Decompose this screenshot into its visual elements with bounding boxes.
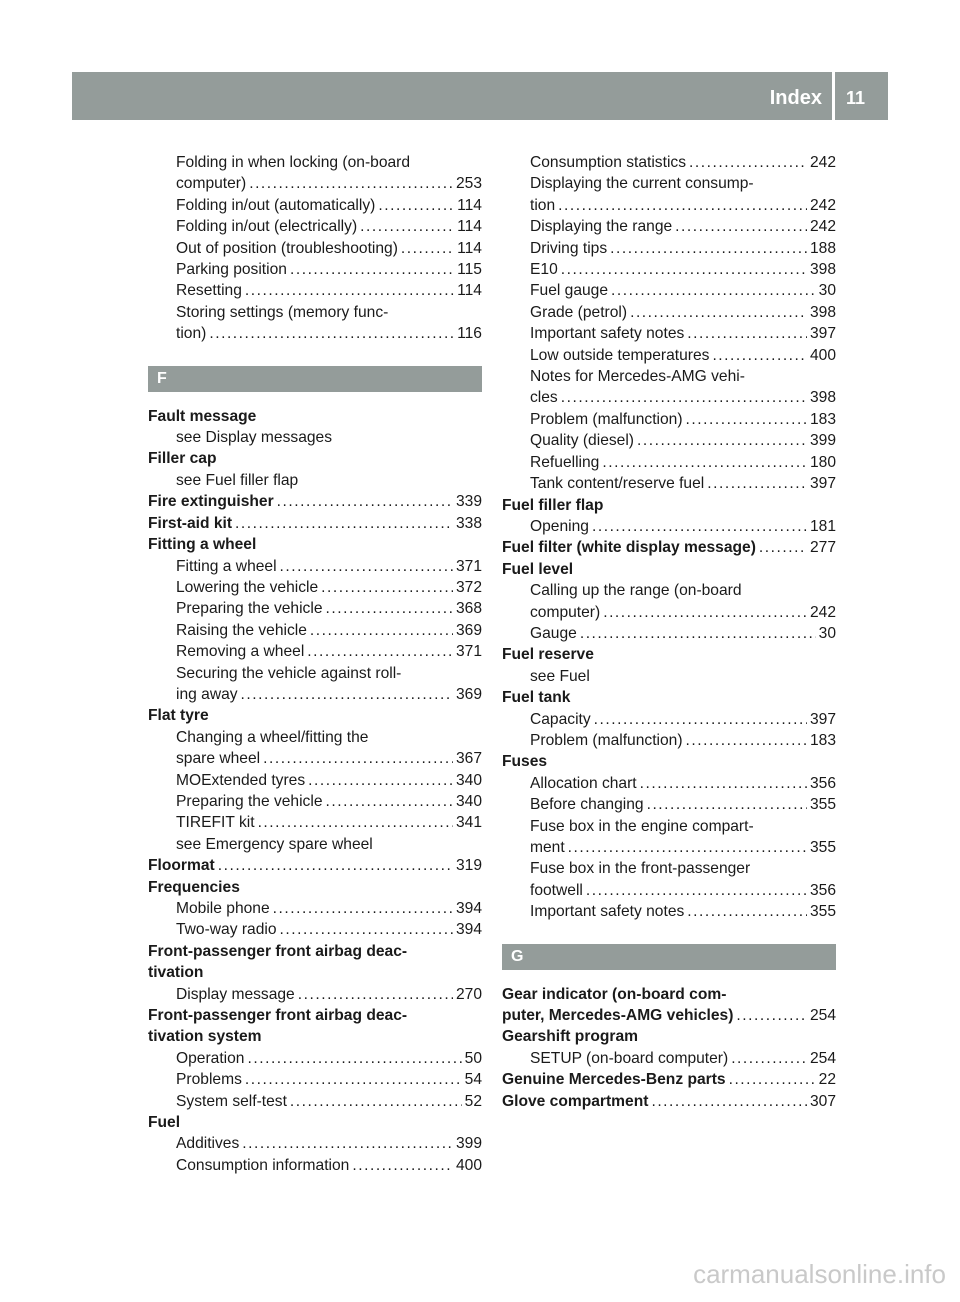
entry-text: Problems bbox=[176, 1071, 242, 1089]
page-ref[interactable]: 398 bbox=[809, 303, 836, 321]
dot-leader bbox=[580, 623, 816, 644]
entry-text: tivation system bbox=[148, 1028, 262, 1046]
entry-text: Storing settings (memory func- bbox=[176, 303, 389, 321]
entry-text: Allocation chart bbox=[530, 774, 637, 792]
index-heading bbox=[502, 1005, 836, 1026]
index-entry bbox=[502, 730, 836, 751]
page-ref[interactable]: 356 bbox=[809, 774, 836, 792]
index-entry bbox=[502, 709, 836, 730]
entry-text: Genuine Mercedes-Benz parts bbox=[502, 1071, 726, 1089]
page-ref[interactable]: 183 bbox=[809, 410, 836, 428]
page-ref[interactable]: 52 bbox=[464, 1092, 482, 1110]
section-letter-bar: G bbox=[502, 944, 836, 970]
page-ref[interactable]: 116 bbox=[457, 325, 482, 343]
page-ref[interactable]: 397 bbox=[809, 325, 836, 343]
dot-leader bbox=[561, 387, 807, 408]
dot-leader bbox=[759, 537, 807, 558]
entry-text: Grade (petrol) bbox=[530, 303, 628, 321]
index-entry bbox=[502, 173, 836, 194]
entry-text: Lowering the vehicle bbox=[176, 578, 319, 596]
entry-text: Gear indicator (on-board com- bbox=[502, 985, 727, 1003]
index-entry bbox=[148, 216, 482, 237]
entry-text: Preparing the vehicle bbox=[176, 600, 323, 618]
entry-text: spare wheel bbox=[176, 750, 261, 768]
index-entry bbox=[502, 1048, 836, 1069]
dot-leader bbox=[280, 556, 453, 577]
dot-leader bbox=[247, 1048, 461, 1069]
entry-text: Fuel gauge bbox=[530, 282, 609, 300]
dot-leader bbox=[610, 238, 807, 259]
index-heading bbox=[502, 751, 836, 772]
entry-text: see Fuel bbox=[530, 667, 590, 685]
entry-text: computer) bbox=[176, 175, 247, 193]
dot-leader bbox=[630, 302, 807, 323]
index-entry bbox=[148, 791, 482, 812]
page-ref[interactable]: 30 bbox=[818, 624, 836, 642]
page-ref[interactable]: 367 bbox=[455, 750, 482, 768]
index-entry bbox=[148, 834, 482, 855]
page-ref[interactable]: 399 bbox=[809, 432, 836, 450]
page-ref[interactable]: 242 bbox=[809, 603, 836, 621]
index-entry bbox=[502, 602, 836, 623]
entry-text: see Emergency spare wheel bbox=[176, 835, 373, 853]
index-heading bbox=[502, 1069, 836, 1090]
page-ref[interactable]: 397 bbox=[809, 475, 836, 493]
index-entry bbox=[502, 302, 836, 323]
index-entry bbox=[502, 259, 836, 280]
entry-text: E10 bbox=[530, 261, 558, 279]
entry-text: Changing a wheel/fitting the bbox=[176, 728, 369, 746]
index-entry bbox=[148, 1048, 482, 1069]
index-heading bbox=[148, 705, 482, 726]
page-ref[interactable]: 369 bbox=[455, 685, 482, 703]
page-ref[interactable]: 355 bbox=[809, 796, 836, 814]
entry-text: Problem (malfunction) bbox=[530, 731, 683, 749]
dot-leader bbox=[712, 345, 807, 366]
dot-leader bbox=[290, 1091, 462, 1112]
page-ref[interactable]: 254 bbox=[809, 1049, 836, 1067]
page-ref[interactable]: 115 bbox=[457, 261, 482, 279]
index-entry bbox=[502, 366, 836, 387]
index-entry bbox=[148, 727, 482, 748]
index-heading bbox=[148, 513, 482, 534]
dot-leader bbox=[561, 259, 807, 280]
page-ref[interactable]: 114 bbox=[457, 282, 482, 300]
page-ref[interactable]: 340 bbox=[455, 771, 482, 789]
dot-leader bbox=[686, 730, 807, 751]
index-heading bbox=[148, 962, 482, 983]
entry-text: Two-way radio bbox=[176, 921, 277, 939]
entry-text: Additives bbox=[176, 1135, 240, 1153]
page-number: 11 bbox=[846, 88, 866, 108]
index-entry bbox=[148, 259, 482, 280]
dot-leader bbox=[326, 791, 453, 812]
index-heading bbox=[148, 1026, 482, 1047]
dot-leader bbox=[602, 452, 807, 473]
entry-text: Parking position bbox=[176, 261, 287, 279]
header-title: Index bbox=[769, 87, 822, 109]
entry-text: Low outside temperatures bbox=[530, 346, 710, 364]
index-entry bbox=[502, 901, 836, 922]
entry-text: see Fuel filler flap bbox=[176, 471, 299, 489]
entry-text: Fuel filler flap bbox=[502, 496, 604, 514]
dot-leader bbox=[586, 880, 807, 901]
index-entry bbox=[148, 748, 482, 769]
page-ref[interactable]: 355 bbox=[809, 903, 836, 921]
dot-leader bbox=[241, 684, 453, 705]
entry-text: MOExtended tyres bbox=[176, 771, 306, 789]
dot-leader bbox=[568, 837, 807, 858]
index-entry bbox=[148, 238, 482, 259]
entry-text: Fitting a wheel bbox=[148, 536, 257, 554]
index-entry bbox=[148, 770, 482, 791]
index-entry bbox=[148, 663, 482, 684]
entry-text: Folding in when locking (on-board bbox=[176, 154, 411, 171]
page-ref[interactable]: 307 bbox=[809, 1092, 836, 1110]
page-ref[interactable]: 50 bbox=[464, 1049, 482, 1067]
index-entry bbox=[502, 280, 836, 301]
index-heading bbox=[502, 1091, 836, 1112]
entry-text: Display message bbox=[176, 985, 295, 1003]
page-ref[interactable]: 355 bbox=[809, 839, 836, 856]
dot-leader bbox=[592, 516, 807, 537]
dot-leader bbox=[245, 1069, 462, 1090]
page-ref[interactable]: 369 bbox=[455, 621, 482, 639]
page-ref[interactable]: 394 bbox=[455, 921, 482, 939]
index-heading bbox=[148, 877, 482, 898]
index-entry bbox=[502, 452, 836, 473]
page-ref[interactable]: 400 bbox=[455, 1156, 482, 1174]
dot-leader bbox=[307, 641, 453, 662]
entry-text: Consumption statistics bbox=[530, 154, 686, 171]
page-ref[interactable]: 371 bbox=[455, 643, 482, 661]
index-entry bbox=[502, 794, 836, 815]
page-ref[interactable]: 242 bbox=[809, 154, 836, 171]
entry-text: First-aid kit bbox=[148, 514, 233, 532]
index-entry bbox=[148, 641, 482, 662]
entry-text: puter, Mercedes-AMG vehicles) bbox=[502, 1007, 734, 1025]
index-heading bbox=[502, 644, 836, 665]
dot-leader bbox=[242, 1133, 453, 1154]
index-entry bbox=[148, 812, 482, 833]
index-heading bbox=[148, 941, 482, 962]
dot-leader bbox=[360, 216, 454, 237]
entry-text: Driving tips bbox=[530, 239, 608, 257]
entry-text: Fuse box in the engine compart- bbox=[530, 817, 754, 835]
page-ref[interactable]: 394 bbox=[455, 900, 482, 917]
index-entry bbox=[148, 427, 482, 448]
dot-leader bbox=[594, 709, 807, 730]
page-ref[interactable]: 114 bbox=[457, 218, 482, 236]
entry-text: Floormat bbox=[148, 857, 215, 875]
index-entry bbox=[502, 816, 836, 837]
dot-leader bbox=[308, 770, 453, 791]
entry-text: Fuel level bbox=[502, 560, 574, 578]
page-ref[interactable]: 270 bbox=[455, 985, 482, 1003]
dot-leader bbox=[298, 984, 453, 1005]
index-entry bbox=[502, 238, 836, 259]
dot-leader bbox=[689, 152, 807, 173]
dot-leader bbox=[675, 216, 807, 237]
entry-text: Important safety notes bbox=[530, 903, 685, 921]
entry-text: Fuse box in the front-passenger bbox=[530, 860, 751, 878]
index-entry bbox=[502, 473, 836, 494]
index-entry bbox=[502, 323, 836, 344]
entry-text: Gauge bbox=[530, 624, 577, 642]
entry-text: Operation bbox=[176, 1049, 245, 1067]
index-heading bbox=[148, 1112, 482, 1133]
entry-text: Notes for Mercedes-AMG vehi- bbox=[530, 368, 745, 386]
index-entry bbox=[148, 1155, 482, 1176]
index-entry bbox=[148, 1091, 482, 1112]
page-ref[interactable]: 399 bbox=[455, 1135, 482, 1153]
page-ref[interactable]: 340 bbox=[455, 792, 482, 810]
index-entry bbox=[148, 173, 482, 194]
index-heading bbox=[148, 855, 482, 876]
dot-leader bbox=[603, 602, 807, 623]
dot-leader bbox=[378, 195, 454, 216]
dot-leader bbox=[263, 748, 453, 769]
dot-leader bbox=[637, 430, 807, 451]
page-ref[interactable]: 188 bbox=[809, 239, 836, 257]
entry-text: Front-passenger front airbag deac- bbox=[148, 942, 408, 960]
entry-text: tion bbox=[530, 196, 556, 214]
index-entry bbox=[148, 898, 482, 919]
index-entry bbox=[502, 666, 836, 687]
entry-text: Fuel filter (white display message) bbox=[502, 539, 756, 557]
page-ref[interactable]: 398 bbox=[809, 261, 836, 279]
header-divider bbox=[832, 72, 835, 120]
index-entry bbox=[148, 1069, 482, 1090]
entry-text: Displaying the current consump- bbox=[530, 175, 754, 193]
dot-leader bbox=[290, 259, 454, 280]
dot-leader bbox=[687, 901, 807, 922]
entry-text: Quality (diesel) bbox=[530, 432, 634, 450]
dot-leader bbox=[235, 513, 453, 534]
entry-text: Raising the vehicle bbox=[176, 621, 307, 639]
dot-leader bbox=[249, 173, 453, 194]
entry-text: Opening bbox=[530, 517, 589, 535]
entry-text: Removing a wheel bbox=[176, 643, 305, 661]
entry-text: Fire extinguisher bbox=[148, 493, 274, 511]
index-entry bbox=[502, 623, 836, 644]
page-ref[interactable]: 372 bbox=[455, 578, 482, 596]
dot-leader bbox=[651, 1091, 807, 1112]
index-entry bbox=[148, 1133, 482, 1154]
watermark: carmanualsonline.info bbox=[693, 1259, 946, 1289]
index-heading bbox=[502, 687, 836, 708]
dot-leader bbox=[640, 773, 807, 794]
dot-leader bbox=[731, 1048, 807, 1069]
index-entry bbox=[502, 858, 836, 879]
dot-leader bbox=[209, 323, 454, 344]
page-ref[interactable]: 54 bbox=[464, 1071, 482, 1089]
index-heading bbox=[502, 537, 836, 558]
dot-leader bbox=[729, 1069, 816, 1090]
page-ref[interactable]: 242 bbox=[809, 196, 836, 214]
dot-leader bbox=[326, 598, 453, 619]
entry-text: tion) bbox=[176, 325, 207, 343]
dot-leader bbox=[280, 919, 453, 940]
entry-text: Filler cap bbox=[148, 450, 217, 468]
entry-text: Out of position (troubleshooting) bbox=[176, 239, 398, 257]
index-entry bbox=[148, 620, 482, 641]
index-heading bbox=[502, 495, 836, 516]
page-ref[interactable]: 338 bbox=[455, 514, 482, 532]
entry-text: footwell bbox=[530, 881, 583, 899]
page-ref[interactable]: 339 bbox=[455, 493, 482, 511]
dot-leader bbox=[352, 1155, 453, 1176]
entry-text: Fitting a wheel bbox=[176, 557, 277, 575]
index-entry bbox=[502, 387, 836, 408]
page-ref[interactable]: 180 bbox=[809, 453, 836, 471]
page-ref[interactable]: 398 bbox=[809, 389, 836, 407]
index-entry bbox=[148, 302, 482, 323]
entry-text: Calling up the range (on-board bbox=[530, 582, 742, 600]
entry-text: Fuses bbox=[502, 753, 548, 771]
dot-leader bbox=[258, 812, 453, 833]
entry-text: see Display messages bbox=[176, 429, 333, 447]
entry-text: Tank content/reserve fuel bbox=[530, 475, 705, 493]
index-heading bbox=[502, 984, 836, 1005]
index-entry bbox=[148, 984, 482, 1005]
page-ref[interactable]: 242 bbox=[809, 218, 836, 236]
index-entry bbox=[148, 470, 482, 491]
page-ref[interactable]: 341 bbox=[455, 814, 482, 832]
index-heading bbox=[148, 406, 482, 427]
entry-text: Before changing bbox=[530, 796, 644, 814]
page-ref[interactable]: 181 bbox=[809, 517, 836, 535]
entry-text: Consumption information bbox=[176, 1156, 350, 1174]
page-ref[interactable]: 356 bbox=[809, 881, 836, 899]
entry-text: Preparing the vehicle bbox=[176, 792, 323, 810]
index-entry bbox=[148, 195, 482, 216]
index-heading bbox=[148, 534, 482, 555]
entry-text: ment bbox=[530, 839, 565, 856]
entry-text: tivation bbox=[148, 964, 204, 982]
entry-text: Mobile phone bbox=[176, 900, 270, 917]
index-column-left bbox=[148, 152, 482, 1176]
entry-text: SETUP (on-board computer) bbox=[530, 1049, 729, 1067]
index-heading bbox=[148, 491, 482, 512]
index-entry bbox=[502, 516, 836, 537]
entry-text: Important safety notes bbox=[530, 325, 685, 343]
entry-text: Folding in/out (electrically) bbox=[176, 218, 358, 236]
dot-leader bbox=[736, 1005, 807, 1026]
entry-text: Fuel tank bbox=[502, 689, 571, 707]
index-entry bbox=[148, 598, 482, 619]
index-entry bbox=[502, 345, 836, 366]
entry-text: Refuelling bbox=[530, 453, 600, 471]
entry-text: Resetting bbox=[176, 282, 242, 300]
index-column-right bbox=[502, 152, 836, 1112]
index-entry bbox=[502, 880, 836, 901]
index-entry bbox=[148, 323, 482, 344]
index-heading bbox=[502, 559, 836, 580]
page-ref[interactable]: 368 bbox=[455, 600, 482, 618]
page-ref[interactable]: 400 bbox=[809, 346, 836, 364]
index-entry bbox=[502, 837, 836, 858]
dot-leader bbox=[310, 620, 453, 641]
entry-text: Folding in/out (automatically) bbox=[176, 196, 376, 214]
page-ref[interactable]: 183 bbox=[809, 731, 836, 749]
page-ref[interactable]: 319 bbox=[455, 857, 482, 875]
dot-leader bbox=[273, 898, 453, 919]
dot-leader bbox=[707, 473, 807, 494]
dot-leader bbox=[401, 238, 454, 259]
entry-text: Flat tyre bbox=[148, 707, 209, 725]
entry-text: Fault message bbox=[148, 407, 257, 425]
index-entry bbox=[148, 577, 482, 598]
entry-text: Fuel reserve bbox=[502, 646, 594, 664]
entry-text: Problem (malfunction) bbox=[530, 410, 683, 428]
index-entry bbox=[502, 216, 836, 237]
index-entry bbox=[502, 195, 836, 216]
index-heading bbox=[502, 1026, 836, 1047]
entry-text: Fuel bbox=[148, 1114, 181, 1132]
entry-text: Capacity bbox=[530, 710, 591, 728]
entry-text: Glove compartment bbox=[502, 1092, 649, 1110]
index-heading bbox=[148, 1005, 482, 1026]
entry-text: cles bbox=[530, 389, 558, 407]
section-letter-bar: F bbox=[148, 366, 482, 392]
entry-text: Frequencies bbox=[148, 878, 240, 896]
page-ref[interactable]: 277 bbox=[809, 539, 836, 557]
page-ref[interactable]: 371 bbox=[455, 557, 482, 575]
index-entry bbox=[502, 580, 836, 601]
index-entry bbox=[502, 409, 836, 430]
dot-leader bbox=[245, 280, 454, 301]
dot-leader bbox=[218, 855, 453, 876]
index-entry bbox=[502, 152, 836, 173]
page-ref[interactable]: 22 bbox=[818, 1071, 836, 1089]
entry-text: Gearshift program bbox=[502, 1028, 639, 1046]
index-entry bbox=[502, 773, 836, 794]
dot-leader bbox=[687, 323, 807, 344]
entry-text: TIREFIT kit bbox=[176, 814, 255, 832]
dot-leader bbox=[558, 195, 807, 216]
index-entry bbox=[148, 556, 482, 577]
page-ref[interactable]: 30 bbox=[818, 282, 836, 300]
page-ref[interactable]: 114 bbox=[457, 239, 482, 257]
page-ref[interactable]: 114 bbox=[457, 196, 482, 214]
dot-leader bbox=[611, 280, 816, 301]
index-entry bbox=[148, 280, 482, 301]
entry-text: ing away bbox=[176, 685, 238, 703]
dot-leader bbox=[686, 409, 807, 430]
dot-leader bbox=[647, 794, 807, 815]
page-ref[interactable]: 254 bbox=[809, 1007, 836, 1025]
index-entry bbox=[148, 152, 482, 173]
entry-text: Front-passenger front airbag deac- bbox=[148, 1007, 408, 1025]
entry-text: Displaying the range bbox=[530, 218, 673, 236]
page-ref[interactable]: 253 bbox=[455, 175, 482, 193]
index-heading bbox=[148, 448, 482, 469]
index-entry bbox=[148, 919, 482, 940]
page-ref[interactable]: 397 bbox=[809, 710, 836, 728]
index-entry bbox=[502, 430, 836, 451]
dot-leader bbox=[277, 491, 453, 512]
dot-leader bbox=[321, 577, 453, 598]
index-entry bbox=[148, 684, 482, 705]
entry-text: computer) bbox=[530, 603, 601, 621]
entry-text: Securing the vehicle against roll- bbox=[176, 664, 402, 682]
entry-text: System self-test bbox=[176, 1092, 287, 1110]
